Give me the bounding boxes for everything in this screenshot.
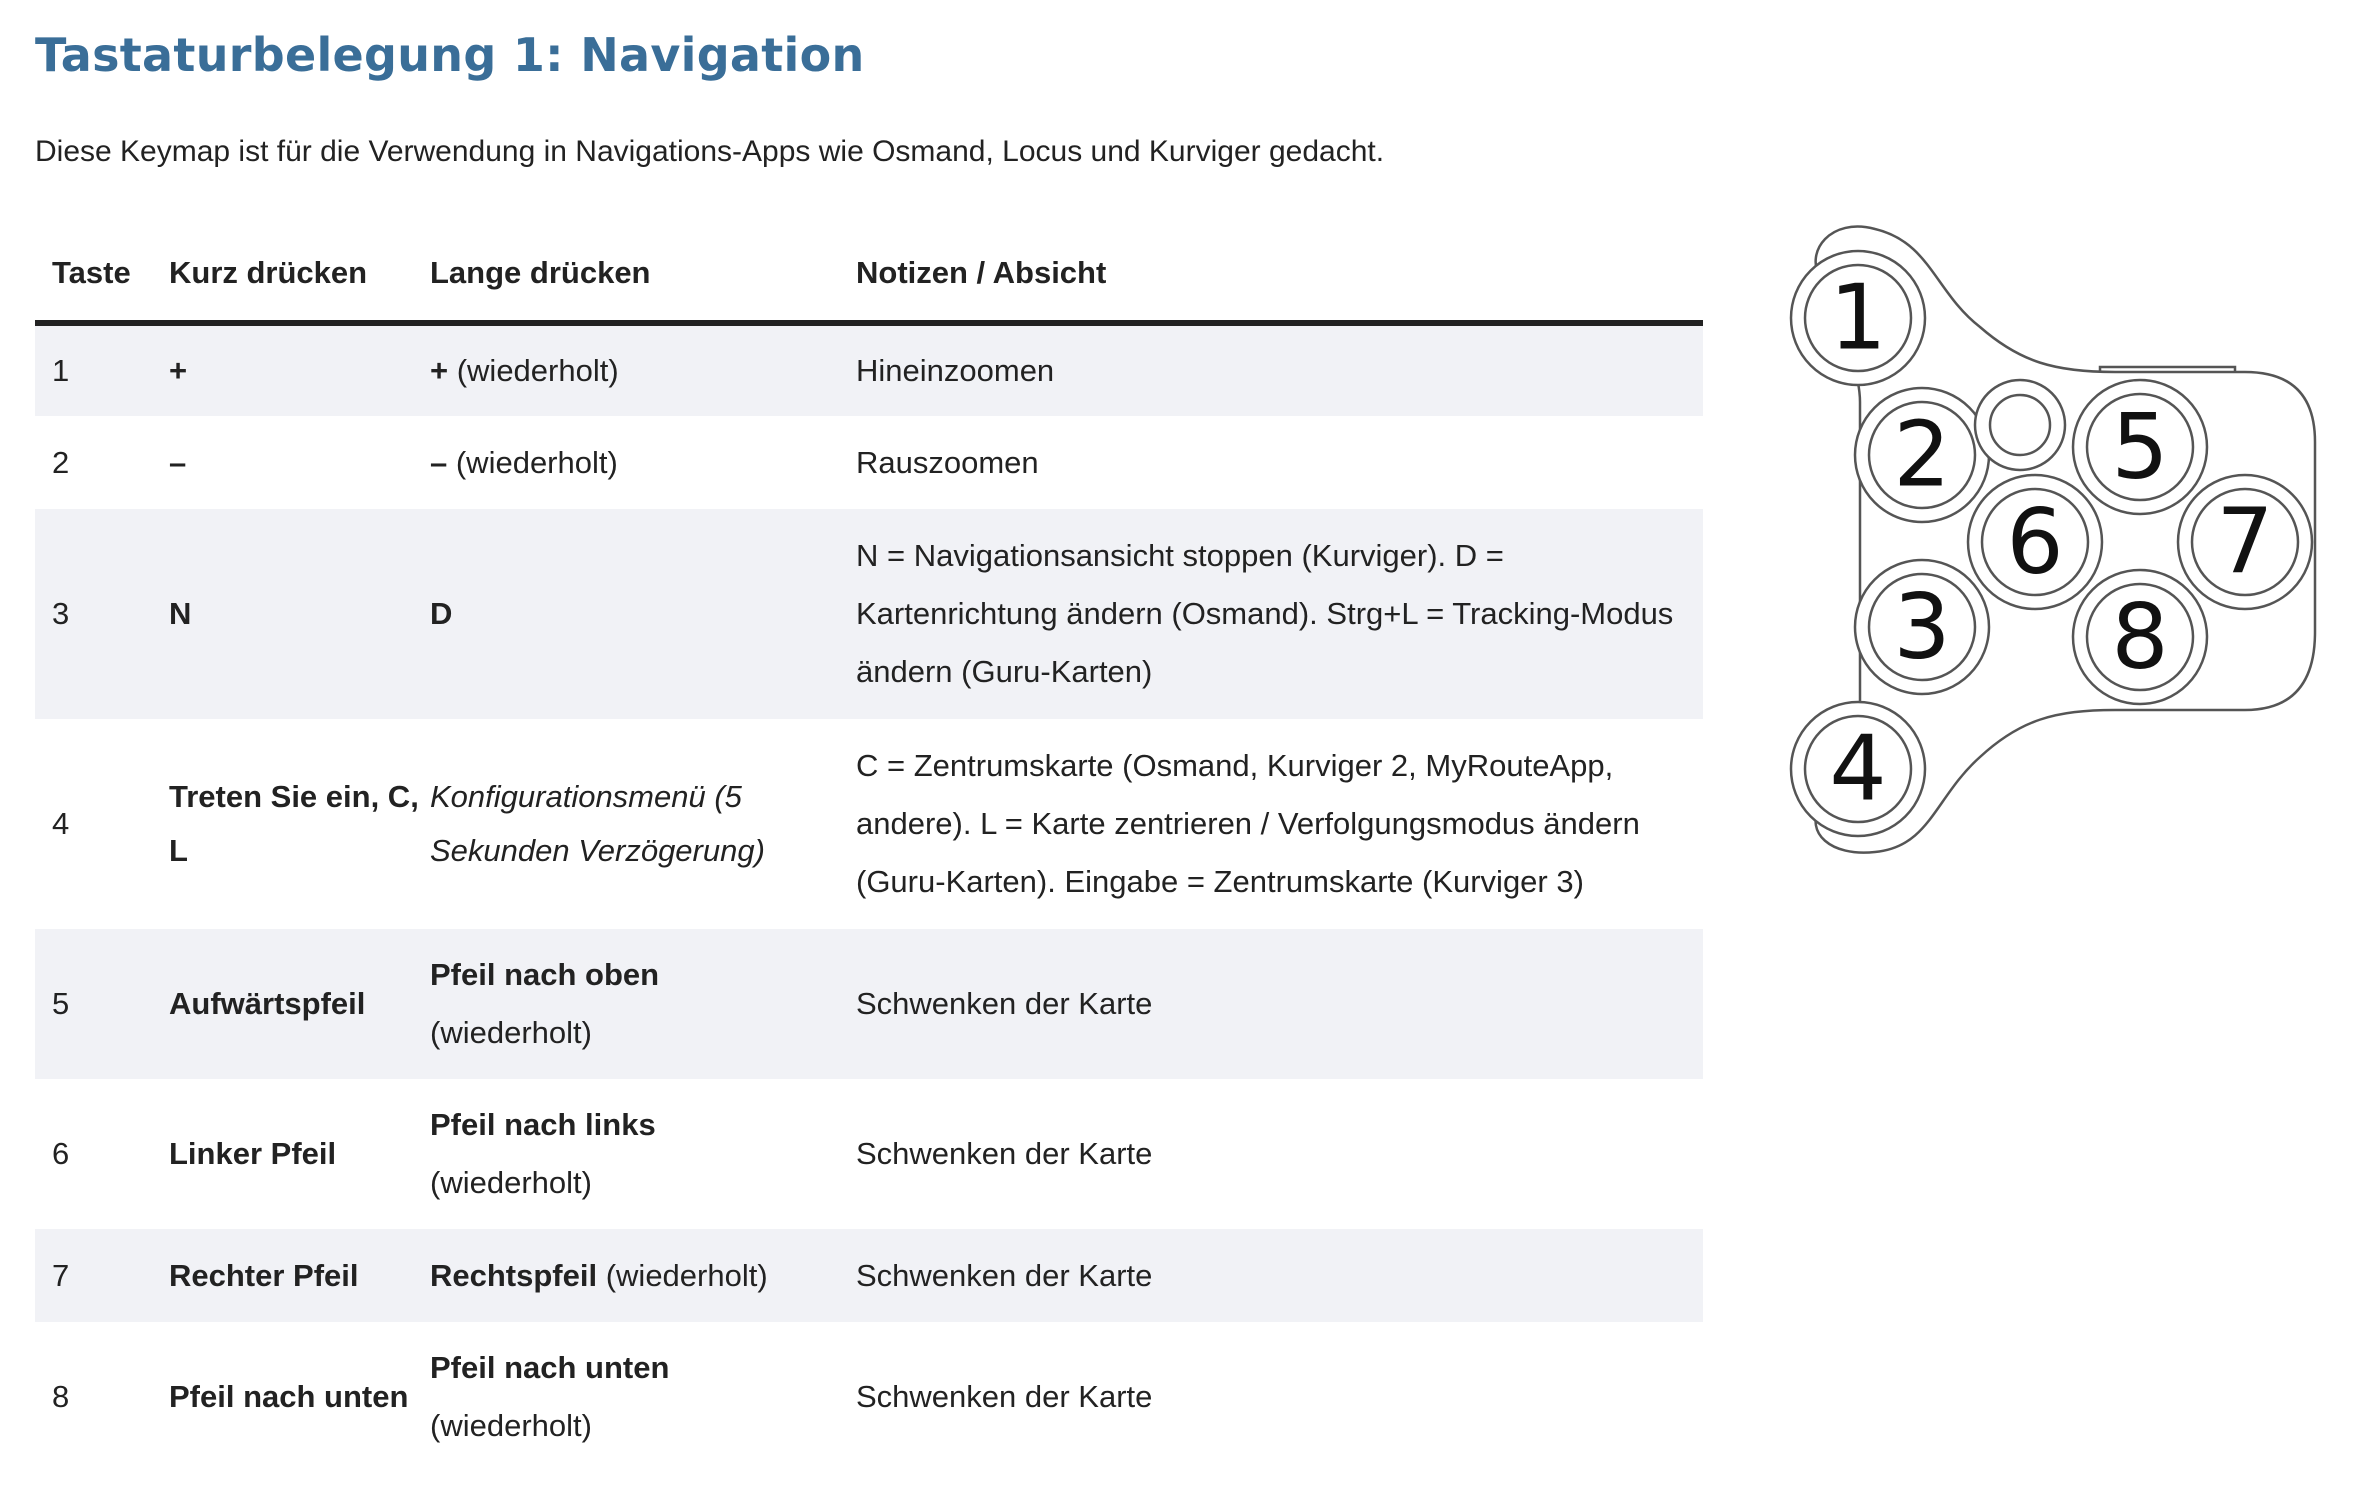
- table-row: [35, 1229, 1703, 1322]
- cell-key: 3: [35, 509, 169, 719]
- long-bold: Rechtspfeil: [430, 1257, 598, 1293]
- cell-short: Linker Pfeil: [169, 1136, 337, 1171]
- keymap-table: [35, 226, 1703, 1472]
- long-bold: Pfeil nach unten: [430, 1350, 670, 1385]
- cell-notes: Schwenken der Karte: [856, 1379, 1153, 1414]
- long-bold: Pfeil nach links: [430, 1107, 656, 1142]
- table-row: [35, 719, 1703, 929]
- cell-notes: Hineinzoomen: [856, 323, 1703, 416]
- cell-short: Pfeil nach unten: [169, 1379, 409, 1414]
- key-7-label: 7: [2216, 489, 2274, 595]
- cell-key: 4: [52, 806, 70, 841]
- keypad-buttons: [1791, 251, 2312, 836]
- key-2-label: 2: [1893, 402, 1951, 508]
- key-7-button: [2178, 475, 2312, 609]
- key-6-label: 6: [2006, 489, 2064, 595]
- key-3-label: 3: [1893, 574, 1951, 680]
- keypad-diagram: [1775, 222, 2335, 862]
- cell-notes: Rauszoomen: [856, 444, 1039, 480]
- table-row: [35, 1322, 1703, 1472]
- key-5-label: 5: [2111, 394, 2169, 500]
- header-taste: Taste: [35, 226, 169, 323]
- cell-short: +: [169, 323, 430, 416]
- long-bold: Pfeil nach oben: [430, 957, 660, 992]
- cell-key: 8: [52, 1379, 70, 1414]
- small-center-button: [1975, 380, 2065, 470]
- cell-long: [430, 1079, 856, 1229]
- cell-long: [430, 1229, 856, 1322]
- key-5-button: [2073, 380, 2207, 514]
- cell-long: [430, 929, 856, 1079]
- cell-key: 7: [35, 1229, 169, 1322]
- table-row: [35, 509, 1703, 719]
- cell-short: Aufwärtspfeil: [169, 929, 430, 1079]
- cell-key: 6: [52, 1136, 70, 1171]
- table-header-row: [35, 226, 1703, 323]
- key-8-button: [2073, 570, 2207, 704]
- cell-key: 1: [35, 323, 169, 416]
- cell-short: N: [169, 509, 430, 719]
- cell-notes: Schwenken der Karte: [856, 929, 1703, 1079]
- cell-key: 2: [52, 444, 70, 480]
- header-notizen: Notizen / Absicht: [856, 226, 1703, 323]
- cell-short: –: [169, 444, 187, 480]
- page-title: Tastaturbelegung 1: Navigation: [35, 28, 865, 82]
- long-bold: D: [430, 596, 453, 631]
- key-1-button: [1791, 251, 1925, 385]
- cell-notes: N = Navigationsansicht stoppen (Kurviger). D = Kartenrichtung ändern (Osmand). Strg+L = Tracking-Modus ändern (Guru-Karten): [856, 509, 1703, 719]
- long-plain: (wiederholt): [597, 1257, 768, 1293]
- table-row: [35, 929, 1703, 1079]
- cell-short: Treten Sie ein, C, L: [169, 779, 419, 868]
- key-1-label: 1: [1829, 265, 1887, 371]
- cell-notes: Schwenken der Karte: [856, 1229, 1703, 1322]
- long-bold: +: [430, 353, 449, 388]
- long-plain: (wiederholt): [448, 353, 619, 388]
- key-6-button: [1968, 475, 2102, 609]
- header-kurz: Kurz drücken: [169, 226, 430, 323]
- cell-long: Konfigurationsmenü (5 Sekunden Verzögerung): [430, 779, 765, 868]
- cell-long: [430, 1322, 856, 1472]
- cell-long: [430, 323, 856, 416]
- cell-short: Rechter Pfeil: [169, 1229, 430, 1322]
- header-lange: Lange drücken: [430, 226, 856, 323]
- key-4-label: 4: [1829, 716, 1887, 822]
- cell-notes: C = Zentrumskarte (Osmand, Kurviger 2, MyRouteApp, andere). L = Karte zentrieren / Verfolgungsmodus ändern (Guru-Karten). Eingabe = Zentrumskarte (Kurviger 3): [856, 748, 1640, 899]
- cell-long: [430, 509, 856, 719]
- table-row: [35, 323, 1703, 416]
- intro-text: Diese Keymap ist für die Verwendung in Navigations-Apps wie Osmand, Locus und Kurviger gedacht.: [35, 135, 1385, 168]
- cell-notes: Schwenken der Karte: [856, 1136, 1153, 1171]
- long-plain: (wiederholt): [430, 1408, 592, 1443]
- long-plain: (wiederholt): [430, 1015, 592, 1050]
- table-row: [35, 416, 1703, 509]
- table-row: [35, 1079, 1703, 1229]
- long-plain: (wiederholt): [430, 1165, 592, 1200]
- cell-key: 5: [35, 929, 169, 1079]
- key-3-button: [1855, 560, 1989, 694]
- key-2-button: [1855, 388, 1989, 522]
- cell-long: [430, 416, 856, 509]
- long-plain: (wiederholt): [447, 444, 618, 480]
- long-bold: –: [430, 444, 448, 480]
- key-8-label: 8: [2111, 584, 2169, 690]
- key-4-button: [1791, 702, 1925, 836]
